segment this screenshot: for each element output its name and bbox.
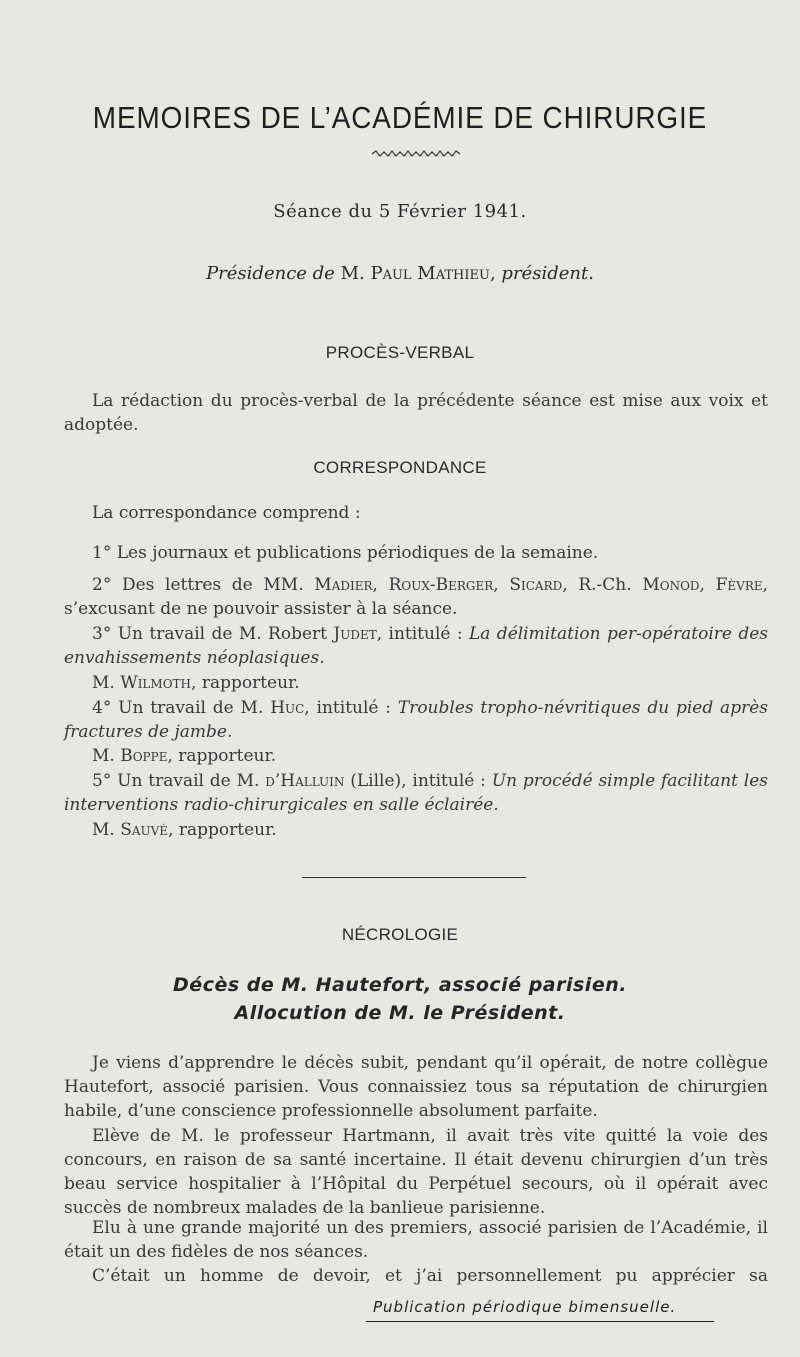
item5-rapporteur-name: Sauvé, [120, 820, 174, 840]
item3-rap-m: M. [92, 673, 115, 693]
item4-rapporteur-name: Boppe, [120, 746, 173, 766]
correspondance-item-5-rapporteur [64, 818, 768, 842]
item2-text-c: s’excusant de ne pouvoir assister à la séance. [64, 599, 458, 619]
item5-rap-m: M. [92, 820, 115, 840]
correspondance-item-1: 1° Les journaux et publications périodiques de la semaine. [92, 543, 599, 563]
correspondance-item-3-rapporteur [64, 671, 768, 695]
item3-text-a: 3° Un travail de M. Robert [92, 624, 327, 644]
correspondance-heading: CORRESPONDANCE [313, 458, 487, 477]
item5-text-a: 5° Un travail de M. [92, 771, 260, 791]
presidence-m: M. [340, 263, 365, 284]
presidence-prefix: Présidence de [206, 263, 335, 284]
section-divider [302, 877, 526, 878]
item2-names: Madier, Roux-Berger, Sicard, [314, 575, 568, 595]
publication-note: Publication périodique bimensuelle. [373, 1298, 677, 1316]
correspondance-intro: La correspondance comprend : [92, 503, 361, 523]
necrologie-paragraph-4: C’était un homme de devoir, et j’ai personnellement pu apprécier sa [92, 1266, 768, 1286]
item4-text-a: 4° Un travail de M. [92, 698, 264, 718]
president-name: Paul Mathieu, [370, 263, 496, 284]
item2-names-2: Monod, Fèvre, [642, 575, 769, 595]
correspondance-item-4-rapporteur [64, 744, 768, 768]
necrologie-paragraph-1: Je viens d’apprendre le décès subit, pendant qu’il opérait, de notre collègue Hautefort, associé parisien. Vous connaissiez tous sa réputation de chirurgien habile, d’une conscience professionnelle absolument parfaite. [64, 1053, 768, 1121]
item5-rapporteur-label: rapporteur. [178, 820, 277, 840]
deces-heading-line-2: Allocution de M. le Président. [234, 1002, 566, 1024]
item2-text-a: 2° Des lettres de MM. [92, 575, 304, 595]
item4-rapporteur-label: rapporteur. [178, 746, 277, 766]
correspondance-item-5 [64, 769, 768, 817]
title-ornament [372, 150, 460, 158]
deces-heading-line-1: Décès de M. Hautefort, associé parisien. [173, 974, 627, 996]
item5-title: Un procédé simple facilitant les interventions radio-chirurgicales en salle éclairée. [64, 771, 769, 815]
correspondance-item-3 [64, 622, 768, 670]
correspondance-item-4 [64, 696, 768, 744]
item3-text-b: intitulé : [388, 624, 463, 644]
necrologie-paragraph-2: Elève de M. le professeur Hartmann, il avait très vite quitté la voie des concours, en raison de sa santé incertaine. Il était devenu chirurgien d’un très beau service hospitalier à l’Hôpital du Perpétuel secours, où il opérait avec succès de nombreux malades de la banlieue parisienne. [64, 1126, 768, 1218]
proces-verbal-text: La rédaction du procès-verbal de la précédente séance est mise aux voix et adoptée. [64, 391, 768, 435]
presidence-line [0, 263, 800, 284]
item4-text-b: intitulé : [316, 698, 392, 718]
item4-title: Troubles tropho-névritiques du pied après fractures de jambe. [64, 698, 768, 742]
item4-author: Huc, [270, 698, 310, 718]
item3-title: La délimitation per-opératoire des envahissements néoplasiques. [64, 624, 769, 668]
seance-date: Séance du 5 Février 1941. [273, 201, 527, 222]
item4-rap-m: M. [92, 746, 115, 766]
item5-author: d’Halluin [265, 771, 345, 791]
necrologie-heading: NÉCROLOGIE [341, 925, 459, 944]
journal-title: MEMOIRES DE L’ACADÉMIE DE CHIRURGIE [92, 100, 708, 135]
item5-text-b: (Lille), intitulé : [350, 771, 486, 791]
presidence-role: président. [501, 263, 594, 284]
item3-rapporteur-name: Wilmoth, [120, 673, 197, 693]
item3-author: Judet, [333, 624, 383, 644]
necrologie-paragraph-3: Elu à une grande majorité un des premiers, associé parisien de l’Académie, il était un des fidèles de nos séances. [64, 1218, 768, 1262]
item2-text-b: R.-Ch. [578, 575, 632, 595]
publication-underline [366, 1321, 714, 1322]
item3-rapporteur-label: rapporteur. [201, 673, 300, 693]
correspondance-item-2 [64, 573, 768, 621]
proces-verbal-heading: PROCÈS-VERBAL [325, 343, 475, 362]
